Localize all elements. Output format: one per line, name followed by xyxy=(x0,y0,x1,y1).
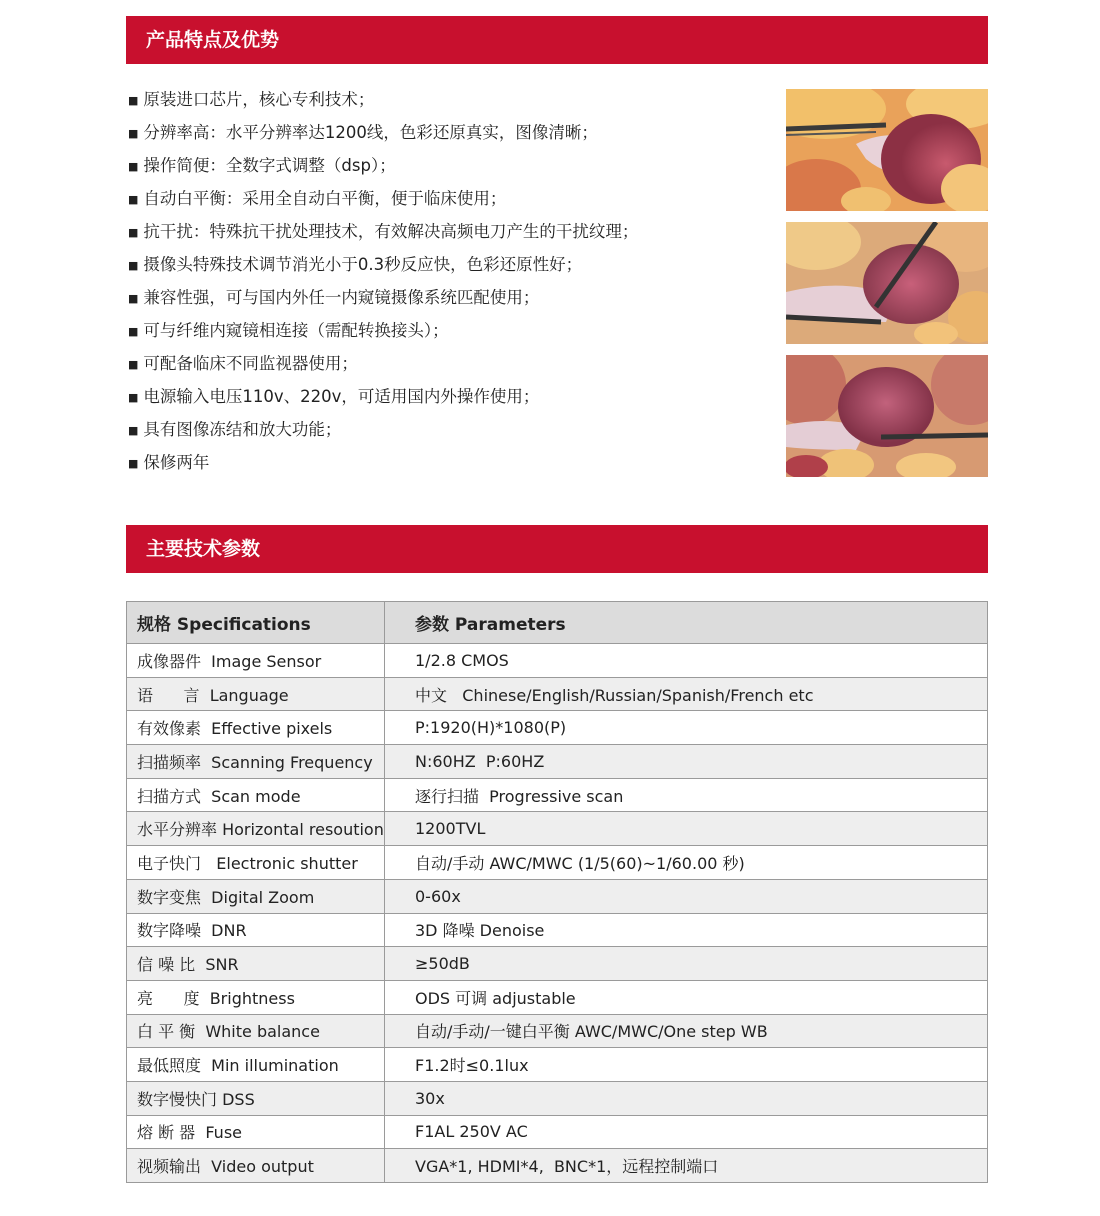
feature-item xyxy=(128,413,768,446)
table-row xyxy=(127,1115,988,1149)
table-row xyxy=(127,1149,988,1183)
table-row xyxy=(127,1014,988,1048)
bullet-icon: ■ xyxy=(128,259,139,272)
column-header-parameters: 参数 Parameters xyxy=(385,602,988,644)
bullet-icon: ■ xyxy=(128,325,139,338)
spec-value: P:1920(H)*1080(P) xyxy=(385,711,988,745)
feature-text: 电源输入电压110v、220v，可适用国内外操作使用； xyxy=(143,387,540,406)
spec-name: 水平分辨率 Horizontal resoution xyxy=(127,812,385,846)
spec-name: 亮 度 Brightness xyxy=(127,980,385,1014)
spec-name: 白 平 衡 White balance xyxy=(127,1014,385,1048)
feature-item xyxy=(128,314,768,347)
bullet-icon: ■ xyxy=(128,193,139,206)
specs-table xyxy=(126,601,988,1183)
table-row xyxy=(127,846,988,880)
feature-item xyxy=(128,347,768,380)
spec-name: 数字慢快门 DSS xyxy=(127,1081,385,1115)
spec-value: 30x xyxy=(385,1081,988,1115)
bullet-icon: ■ xyxy=(128,391,139,404)
spec-value: F1AL 250V AC xyxy=(385,1115,988,1149)
spec-name: 有效像素 Effective pixels xyxy=(127,711,385,745)
bullet-icon: ■ xyxy=(128,358,139,371)
spec-name: 数字变焦 Digital Zoom xyxy=(127,879,385,913)
spec-value: 0-60x xyxy=(385,879,988,913)
bullet-icon: ■ xyxy=(128,160,139,173)
feature-item xyxy=(128,248,768,281)
endoscopy-photo-2 xyxy=(786,222,988,344)
spec-name: 扫描频率 Scanning Frequency xyxy=(127,745,385,779)
table-row xyxy=(127,812,988,846)
table-row xyxy=(127,947,988,981)
feature-text: 兼容性强，可与国内外任一内窥镜摄像系统匹配使用； xyxy=(143,288,540,307)
table-row xyxy=(127,711,988,745)
column-header-specifications: 规格 Specifications xyxy=(127,602,385,644)
feature-item xyxy=(128,281,768,314)
table-row xyxy=(127,879,988,913)
bullet-icon: ■ xyxy=(128,127,139,140)
table-row xyxy=(127,644,988,678)
features-section-title: 产品特点及优势 xyxy=(126,16,988,64)
feature-text: 保修两年 xyxy=(143,453,210,472)
specs-section-title: 主要技术参数 xyxy=(126,525,988,573)
feature-text: 自动白平衡：采用全自动白平衡，便于临床使用； xyxy=(143,189,507,208)
spec-name: 电子快门 Electronic shutter xyxy=(127,846,385,880)
spec-value: ≥50dB xyxy=(385,947,988,981)
spec-value: 逐行扫描 Progressive scan xyxy=(385,778,988,812)
spec-name: 视频输出 Video output xyxy=(127,1149,385,1183)
features-list xyxy=(128,83,768,479)
bullet-icon: ■ xyxy=(128,457,139,470)
feature-text: 分辨率高：水平分辨率达1200线，色彩还原真实，图像清晰； xyxy=(143,123,598,142)
feature-text: 具有图像冻结和放大功能； xyxy=(143,420,342,439)
feature-text: 操作简便：全数字式调整（dsp）； xyxy=(143,156,396,175)
spec-name: 熔 断 器 Fuse xyxy=(127,1115,385,1149)
feature-item xyxy=(128,182,768,215)
spec-value: 1200TVL xyxy=(385,812,988,846)
spec-name: 信 噪 比 SNR xyxy=(127,947,385,981)
endoscopy-photo-1 xyxy=(786,89,988,211)
feature-item xyxy=(128,380,768,413)
spec-value: 中文 Chinese/English/Russian/Spanish/French etc xyxy=(385,677,988,711)
endoscopy-photo-3 xyxy=(786,355,988,477)
feature-text: 原装进口芯片，核心专利技术； xyxy=(143,90,375,109)
table-row xyxy=(127,1081,988,1115)
spec-name: 数字降噪 DNR xyxy=(127,913,385,947)
feature-text: 可与纤维内窥镜相连接（需配转换接头）； xyxy=(143,321,449,340)
spec-value: 自动/手动/一键白平衡 AWC/MWC/One step WB xyxy=(385,1014,988,1048)
feature-text: 抗干扰：特殊抗干扰处理技术，有效解决高频电刀产生的干扰纹理； xyxy=(143,222,639,241)
table-row xyxy=(127,677,988,711)
table-row xyxy=(127,778,988,812)
spec-name: 扫描方式 Scan mode xyxy=(127,778,385,812)
table-row xyxy=(127,745,988,779)
spec-value: 自动/手动 AWC/MWC (1/5(60)~1/60.00 秒) xyxy=(385,846,988,880)
table-row xyxy=(127,913,988,947)
spec-name: 成像器件 Image Sensor xyxy=(127,644,385,678)
spec-name: 最低照度 Min illumination xyxy=(127,1048,385,1082)
spec-value: F1.2时≤0.1lux xyxy=(385,1048,988,1082)
feature-item xyxy=(128,446,768,479)
spec-name: 语 言 Language xyxy=(127,677,385,711)
bullet-icon: ■ xyxy=(128,292,139,305)
bullet-icon: ■ xyxy=(128,424,139,437)
table-row xyxy=(127,980,988,1014)
spec-value: 1/2.8 CMOS xyxy=(385,644,988,678)
feature-item xyxy=(128,116,768,149)
bullet-icon: ■ xyxy=(128,94,139,107)
spec-value: N:60HZ P:60HZ xyxy=(385,745,988,779)
feature-item xyxy=(128,149,768,182)
feature-text: 摄像头特殊技术调节消光小于0.3秒反应快，色彩还原性好； xyxy=(143,255,583,274)
table-header-row xyxy=(127,602,988,644)
feature-item xyxy=(128,83,768,116)
feature-text: 可配备临床不同监视器使用； xyxy=(143,354,358,373)
spec-value: 3D 降噪 Denoise xyxy=(385,913,988,947)
table-row xyxy=(127,1048,988,1082)
bullet-icon: ■ xyxy=(128,226,139,239)
feature-item xyxy=(128,215,768,248)
spec-value: VGA*1, HDMI*4, BNC*1，远程控制端口 xyxy=(385,1149,988,1183)
spec-value: ODS 可调 adjustable xyxy=(385,980,988,1014)
